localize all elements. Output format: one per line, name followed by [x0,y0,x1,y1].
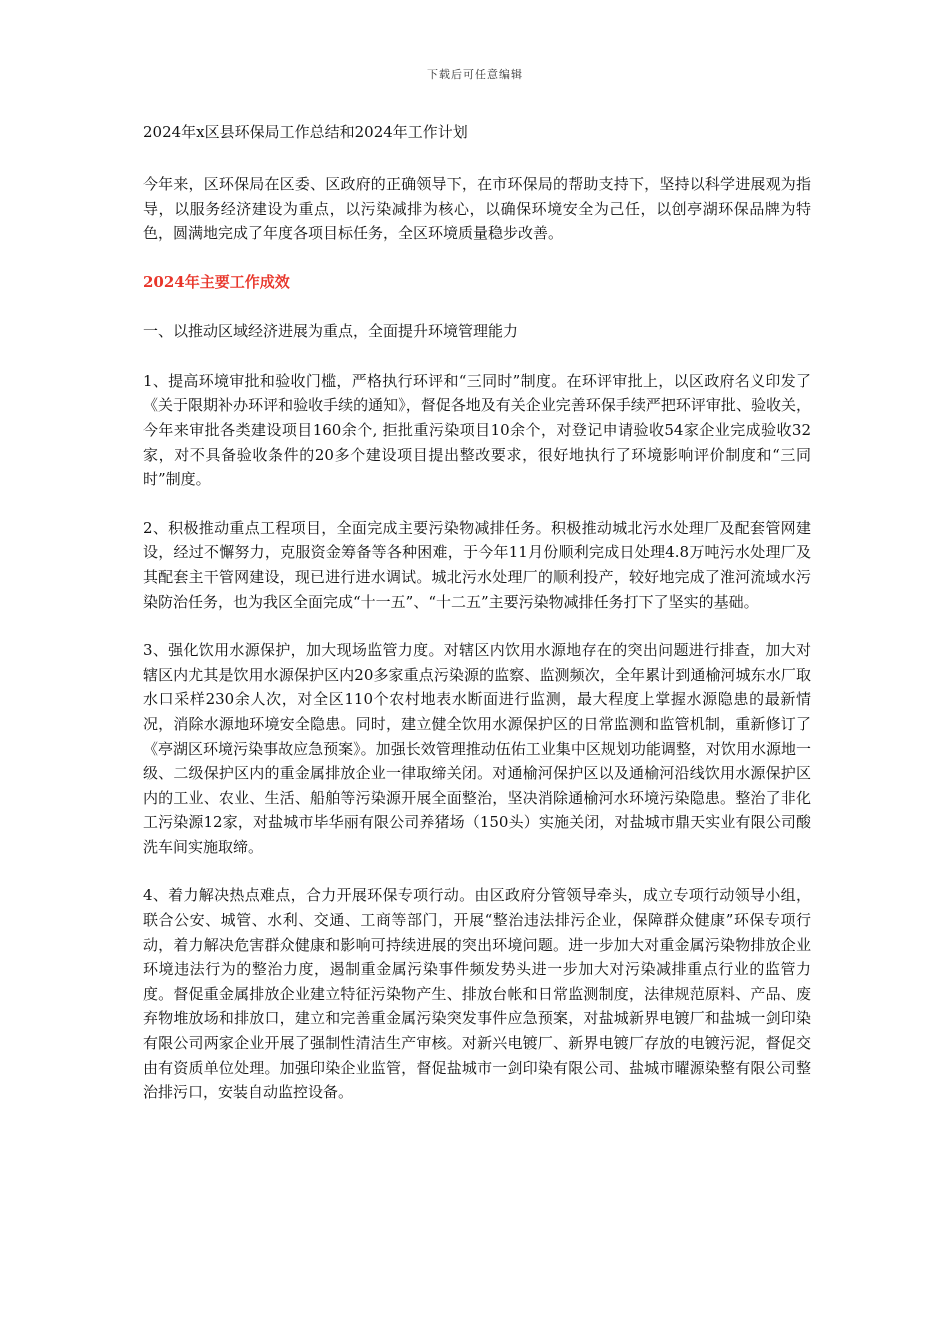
subheading: 一、以推动区域经济进展为重点，全面提升环境管理能力 [143,321,519,340]
body-paragraph: 1、提高环境审批和验收门槛，严格执行环评和“三同时”制度。在环评审批上，以区政府名义印发了《关于限期补办环评和验收手续的通知》，督促各地及有关企业完善环保手续严把环评审批、验收关，今年来审批各类建设项目160余个, 拒批重污染项目10余个，对登记申请验收54家企业完成验收32家，对不具备验收条件的20多个建设项目提出整改要求，很好地执行了环境影响评价制度和“三同时”制度。 [143,371,811,489]
document-title: 2024年x区县环保局工作总结和2024年工作计划 [143,123,468,141]
page-header-note: 下载后可任意编辑 [427,68,523,81]
body-paragraph: 2、积极推动重点工程项目，全面完成主要污染物减排任务。积极推动城北污水处理厂及配套管网建设，经过不懈努力，克服资金筹备等各种困难，于今年11月份顺利完成日处理4.8万吨污水处理厂及其配套主干管网建设，现已进行进水调试。城北污水处理厂的顺利投产，较好地完成了淮河流域水污染防治任务，也为我区全面完成“十一五”、“十二五”主要污染物减排任务打下了坚实的基础。 [143,518,811,611]
document-body [143,120,811,1129]
section-heading: 2024年主要工作成效 [143,272,290,291]
body-paragraph: 3、强化饮用水源保护，加大现场监管力度。对辖区内饮用水源地存在的突出问题进行排查，加大对辖区内尤其是饮用水源保护区内20多家重点污染源的监察、监测频次，全年累计到通榆河城东水厂取水口采样230余人次，对全区110个农村地表水断面进行监测，最大程度上掌握水源隐患的最新情况，消除水源地环境安全隐患。同时，建立健全饮用水源保护区的日常监测和监管机制，重新修订了《亭湖区环境污染事故应急预案》。加强长效管理推动伍佑工业集中区规划功能调整，对饮用水源地一级、二级保护区内的重金属排放企业一律取缔关闭。对通榆河保护区以及通榆河沿线饮用水源保护区内的工业、农业、生活、船舶等污染源开展全面整治，坚决消除通榆河水环境污染隐患。整治了非化工污染源12家，对盐城市毕华丽有限公司养猪场（150头）实施关闭，对盐城市鼎天实业有限公司酸洗车间实施取缔。 [143,641,811,856]
body-paragraph: 4、着力解决热点难点，合力开展环保专项行动。由区政府分管领导牵头，成立专项行动领导小组，联合公安、城管、水利、交通、工商等部门，开展“整治违法排污企业，保障群众健康”环保专项行动，着力解决危害群众健康和影响可持续进展的突出环境问题。进一步加大对重金属污染物排放企业环境违法行为的整治力度，遏制重金属污染事件频发势头进一步加大对污染减排重点行业的监管力度。督促重金属排放企业建立特征污染物产生、排放台帐和日常监测制度，法律规范原料、产品、废弃物堆放场和排放口，建立和完善重金属污染突发事件应急预案，对盐城新界电镀厂和盐城一剑印染有限公司两家企业开展了强制性清洁生产审核。对新兴电镀厂、新界电镀厂存放的电镀污泥，督促交由有资质单位处理。加强印染企业监管，督促盐城市一剑印染有限公司、盐城市曜源染整有限公司整治排污口，安装自动监控设备。 [143,886,811,1102]
intro-paragraph: 今年来，区环保局在区委、区政府的正确领导下，在市环保局的帮助支持下，坚持以科学进展观为指导，以服务经济建设为重点，以污染减排为核心，以确保环境安全为己任，以创亭湖环保品牌为特色，圆满地完成了年度各项目标任务，全区环境质量稳步改善。 [143,175,811,243]
